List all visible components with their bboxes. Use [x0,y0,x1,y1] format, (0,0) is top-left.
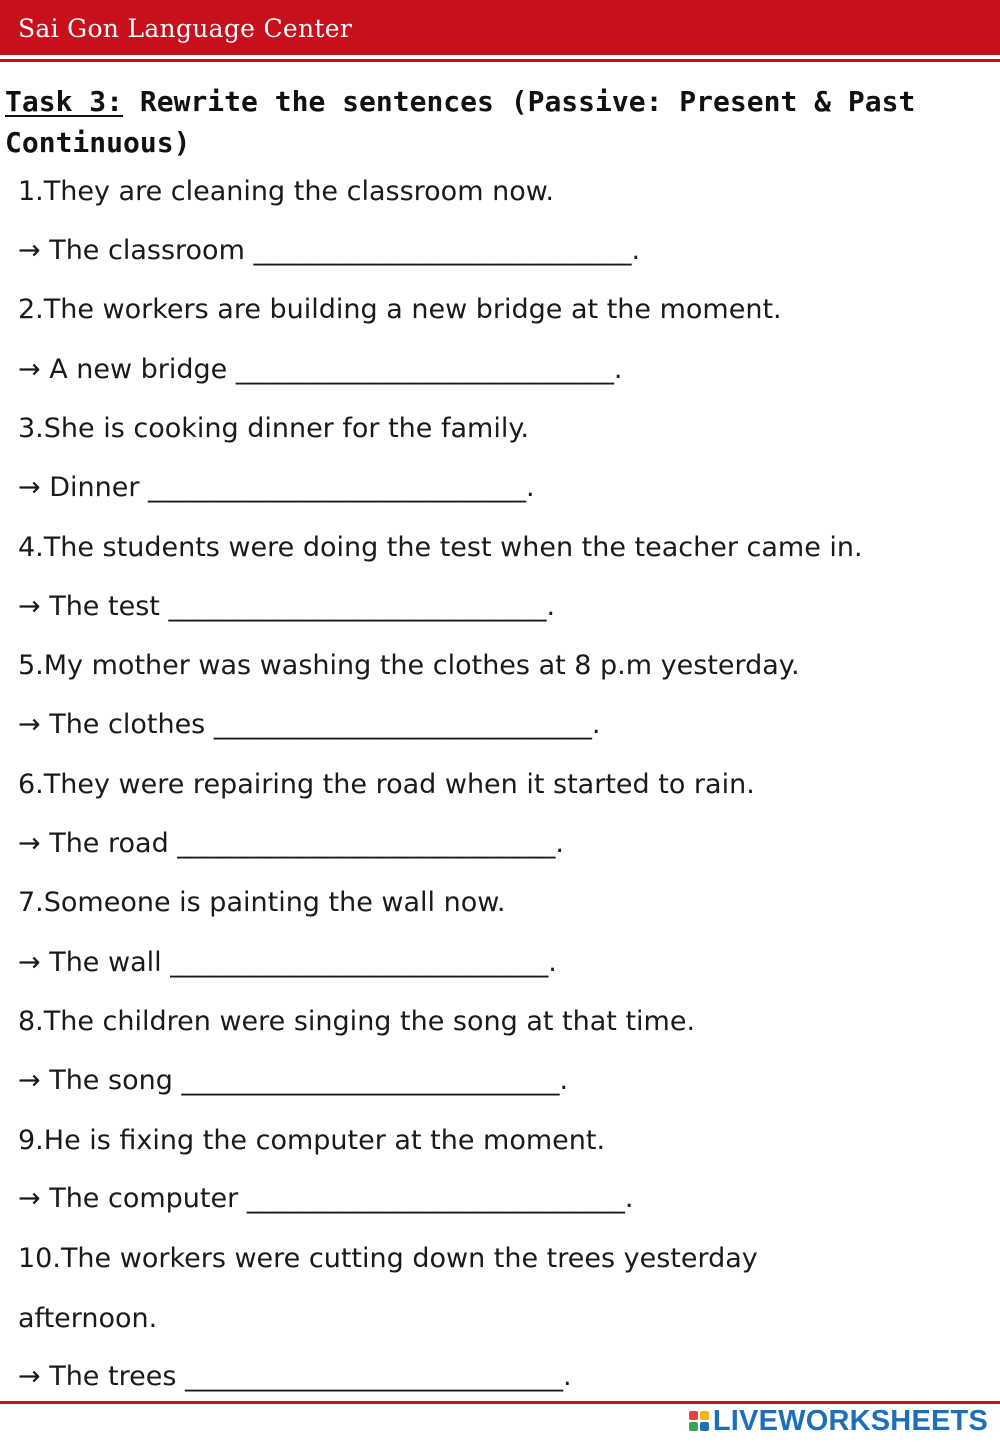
answer-prompt-8: → The song [18,1065,173,1096]
answer-period-1: . [631,235,641,266]
answer-period-9: . [624,1183,634,1214]
question-8: 8.The children were singing the song at that time. [18,1006,696,1037]
answer-row-6 [18,825,978,863]
answer-blank-1[interactable]: ____________________________ [253,235,632,266]
answer-prompt-2: → A new bridge [18,354,228,385]
liveworksheets-logo [689,1406,988,1436]
answer-prompt-5: → The clothes [18,709,206,740]
answer-blank-8[interactable]: ____________________________ [181,1065,560,1096]
liveworksheets-logo-text: LIVEWORKSHEETS [712,1404,988,1437]
question-3: 3.She is cooking dinner for the family. [18,413,530,444]
question-1: 1.They are cleaning the classroom now. [18,176,554,207]
answer-prompt-1: → The classroom [18,235,245,266]
question-5: 5.My mother was washing the clothes at 8 p.m yesterday. [18,650,800,681]
answer-blank-7[interactable]: ____________________________ [170,947,549,978]
answer-row-5 [18,706,978,744]
answer-prompt-9: → The computer [18,1183,239,1214]
answer-period-7: . [548,947,557,978]
liveworksheets-logo-icon [689,1411,709,1431]
answer-period-2: . [613,354,623,385]
answer-period-5: . [591,709,601,740]
answer-blank-9[interactable]: ____________________________ [246,1183,625,1214]
answer-row-3 [18,469,978,507]
logo-square-green [689,1422,698,1431]
answer-row-9 [18,1180,978,1218]
header-bar [0,0,1000,55]
question-10: 10.The workers were cutting down the trees yesterday [18,1243,758,1274]
answer-period-3: . [526,472,535,503]
task-instruction: Rewrite the sentences (Passive: Present & Past Continuous) [5,85,916,159]
answer-period-6: . [555,828,564,859]
answer-prompt-10: → The trees [18,1361,177,1392]
logo-square-blue [700,1422,709,1431]
question-4: 4.The students were doing the test when the teacher came in. [18,532,863,563]
question-6: 6.They were repairing the road when it started to rain. [18,769,755,800]
answer-prompt-4: → The test [18,591,160,622]
answer-row-1 [18,232,978,270]
question-10-continued: afternoon. [18,1303,158,1334]
header-title: Sai Gon Language Center [18,14,353,43]
answer-blank-10[interactable]: ____________________________ [184,1361,563,1392]
header-divider [0,59,1000,62]
answer-row-8 [18,1062,978,1100]
answer-blank-5[interactable]: ____________________________ [213,709,592,740]
answer-prompt-3: → Dinner [18,472,140,503]
question-9: 9.He is fixing the computer at the moment. [18,1125,606,1156]
question-7: 7.Someone is painting the wall now. [18,887,506,918]
answer-prompt-7: → The wall [18,947,162,978]
answer-blank-4[interactable]: ____________________________ [168,591,547,622]
answer-blank-2[interactable]: ____________________________ [235,354,614,385]
answer-blank-6[interactable]: ____________________________ [177,828,556,859]
answer-period-4: . [546,591,556,622]
question-2: 2.The workers are building a new bridge at the moment. [18,294,782,325]
answer-prompt-6: → The road [18,828,169,859]
answer-row-7 [18,944,978,982]
answer-row-4 [18,588,978,626]
task-heading [5,81,985,163]
answer-period-10: . [562,1361,572,1392]
answer-row-2 [18,351,978,389]
answer-period-8: . [559,1065,569,1096]
logo-square-yellow [700,1411,709,1420]
logo-square-red [689,1411,698,1420]
answer-row-10 [18,1358,978,1396]
answer-blank-3[interactable]: ____________________________ [148,472,527,503]
task-label: Task 3: [5,85,124,118]
